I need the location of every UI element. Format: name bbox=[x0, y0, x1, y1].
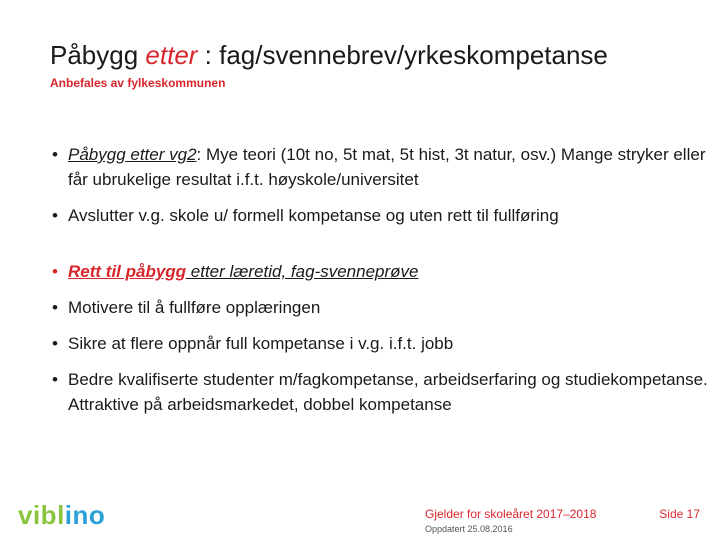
title-accent: etter bbox=[145, 40, 198, 70]
bullet-lead: Rett til påbygg bbox=[68, 262, 187, 281]
title-part2: : fag/svennebrev/yrkeskompetanse bbox=[197, 40, 608, 70]
logo-part1: vibl bbox=[18, 500, 65, 530]
page-number: Side 17 bbox=[659, 507, 700, 521]
footer-note: Gjelder for skoleåret 2017–2018 bbox=[425, 507, 597, 521]
slide-subtitle: Anbefales av fylkeskommunen bbox=[50, 76, 226, 90]
bullet-item bbox=[50, 367, 710, 417]
bullet-text: Avslutter v.g. skole u/ formell kompetanse og uten rett til fullføring bbox=[68, 206, 559, 225]
bullet-text: Motivere til å fullføre opplæringen bbox=[68, 298, 321, 317]
viblino-logo bbox=[18, 500, 105, 531]
bullet-text: : Mye teori (10t no, 5t mat, 5t hist, 3t natur, osv.) Mange stryker eller får ubrukelige resultat i.f.t. høyskole/universitet bbox=[68, 145, 706, 189]
bullet-text: etter læretid, fag-svenneprøve bbox=[186, 262, 419, 281]
bullet-lead: Påbygg etter vg2 bbox=[68, 145, 197, 164]
bullet-item bbox=[50, 295, 710, 320]
logo-part2: ino bbox=[64, 500, 106, 530]
bullet-text: Bedre kvalifiserte studenter m/fagkompetanse, arbeidserfaring og studiekompetanse. Attraktive på arbeidsmarkedet, dobbel kompetanse bbox=[68, 370, 708, 414]
bullet-item bbox=[50, 203, 710, 228]
bullet-text: Sikre at flere oppnår full kompetanse i v.g. i.f.t. jobb bbox=[68, 334, 454, 353]
footer-updated: Oppdatert 25.08.2016 bbox=[425, 524, 513, 534]
bullet-item bbox=[50, 259, 710, 284]
title-part1: Påbygg bbox=[50, 40, 146, 70]
slide-title bbox=[50, 40, 608, 71]
bullet-item bbox=[50, 331, 710, 356]
bullet-list bbox=[50, 142, 710, 428]
bullet-item bbox=[50, 142, 710, 192]
